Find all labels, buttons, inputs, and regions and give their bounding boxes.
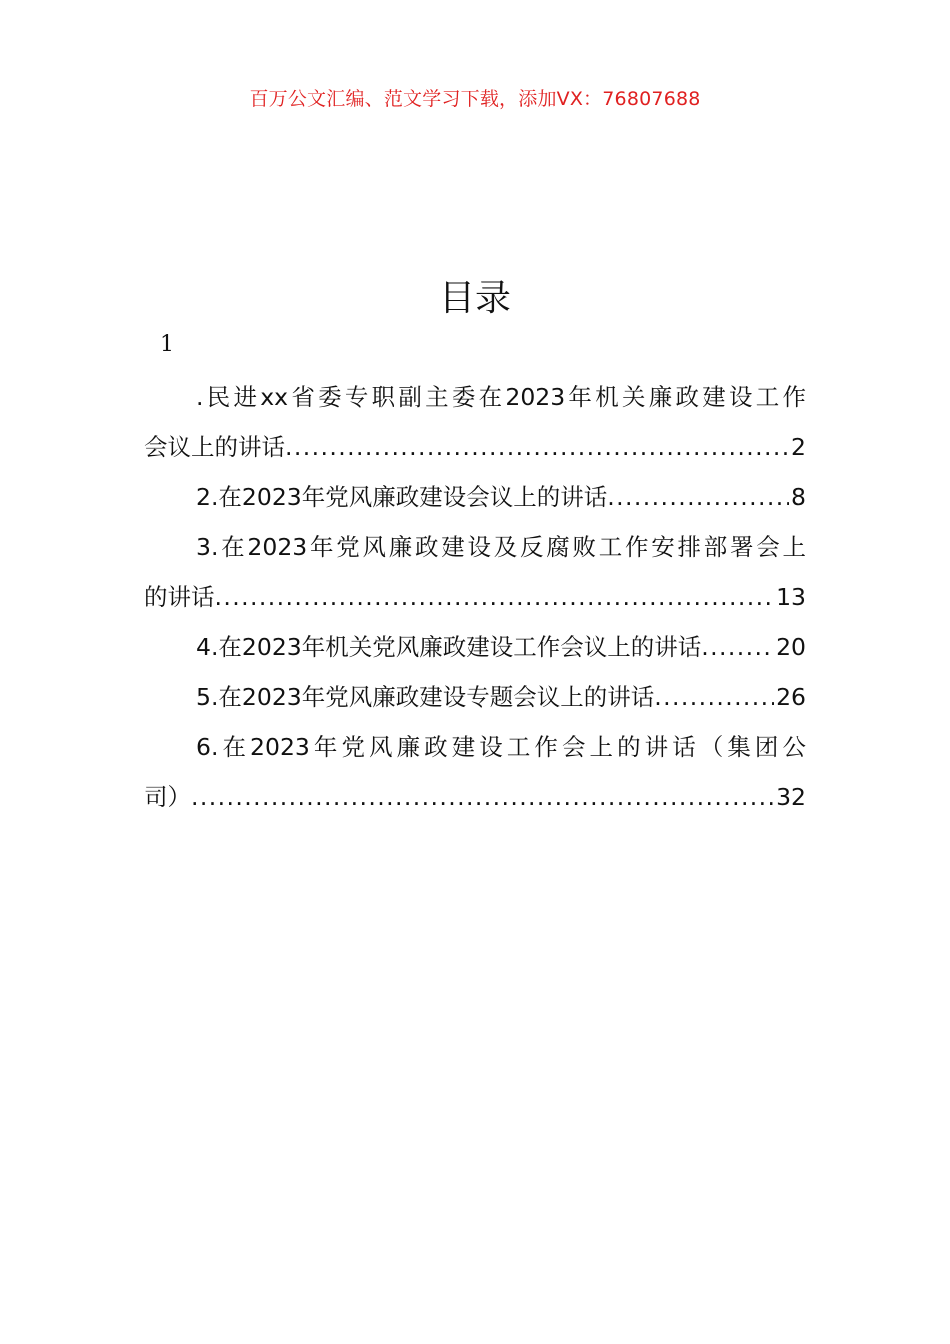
toc-page-number: 32 (776, 783, 806, 811)
dot-leader (285, 422, 789, 472)
toc-entry[interactable] (144, 672, 806, 722)
toc-entry-title-continued: 的讲话 (144, 583, 215, 611)
toc-entry-title: 5.在2023年党风廉政建设专题会议上的讲话 (196, 683, 655, 711)
dot-leader (191, 772, 774, 822)
toc-entry-line (144, 672, 806, 722)
toc-entry-line (144, 472, 806, 522)
toc-entry-title-continued: 会议上的讲话 (144, 433, 285, 461)
toc-page-number: 20 (776, 633, 806, 661)
header-note: 百万公文汇编、范文学习下载，添加VX：76807688 (249, 88, 701, 110)
toc-entry-title: 6.在2023年党风廉政建设工作会上的讲话（集团公 (196, 733, 806, 761)
dot-leader (607, 472, 789, 522)
table-of-contents (144, 372, 806, 822)
toc-entry[interactable] (144, 372, 806, 472)
toc-entry-line (144, 572, 806, 622)
dot-leader (701, 622, 774, 672)
toc-entry-title: 3.在2023年党风廉政建设及反腐败工作安排部署会上 (196, 533, 806, 561)
toc-page-number: 2 (791, 433, 806, 461)
toc-entry-line (144, 772, 806, 822)
toc-entry-title: 4.在2023年机关党风廉政建设工作会议上的讲话 (196, 633, 702, 661)
toc-page-number: 26 (776, 683, 806, 711)
toc-entry-line (144, 622, 806, 672)
toc-entry[interactable] (144, 622, 806, 672)
toc-entry-title-continued: 司） (144, 783, 191, 811)
toc-entry[interactable] (144, 722, 806, 822)
toc-entry-title: .民进xx省委专职副主委在2023年机关廉政建设工作 (196, 383, 806, 411)
toc-entry-line (144, 422, 806, 472)
stray-number: 1 (160, 332, 174, 357)
toc-page-number: 13 (776, 583, 806, 611)
toc-page-number: 8 (791, 483, 806, 511)
dot-leader (215, 572, 775, 622)
dot-leader (654, 672, 774, 722)
toc-entry-title: 2.在2023年党风廉政建设会议上的讲话 (196, 483, 608, 511)
toc-entry[interactable] (144, 522, 806, 622)
toc-title: 目录 (438, 278, 511, 319)
toc-entry[interactable] (144, 472, 806, 522)
